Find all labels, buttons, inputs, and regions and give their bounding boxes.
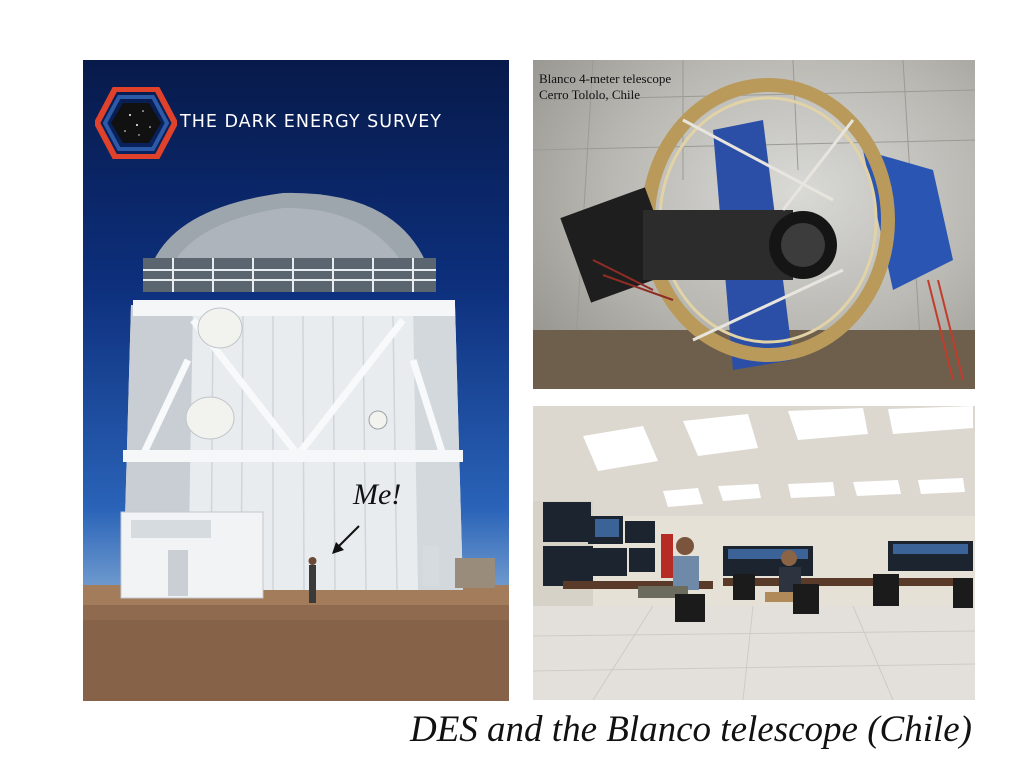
control-room-illustration <box>533 406 975 700</box>
telescope-illustration <box>533 60 975 389</box>
caption-line-1: Blanco 4-meter telescope <box>539 71 672 86</box>
logo-title: THE DARK ENERGY SURVEY <box>180 112 442 132</box>
telescope-caption <box>539 71 671 103</box>
dome-photo <box>83 60 509 701</box>
caption-line-2: Cerro Tololo, Chile <box>539 87 641 102</box>
control-room-photo <box>533 406 975 700</box>
me-annotation: Me! <box>353 478 402 511</box>
slide-caption: DES and the Blanco telescope (Chile) <box>409 709 972 750</box>
telescope-photo <box>533 60 975 389</box>
